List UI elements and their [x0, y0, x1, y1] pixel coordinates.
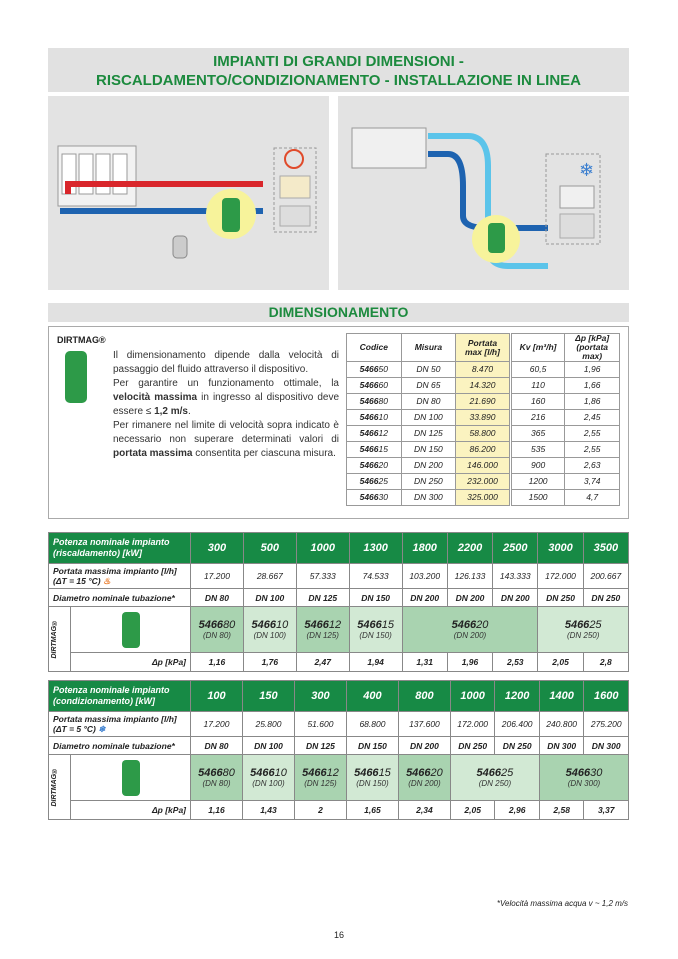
cooling-table — [48, 680, 629, 820]
table-cell: 21.690 — [456, 394, 511, 410]
flow-value: 17.200 — [191, 564, 244, 589]
code-cell — [347, 410, 402, 426]
code-prefix: 5466 — [198, 619, 224, 631]
product-code-cell — [346, 755, 398, 801]
product-code — [540, 619, 626, 631]
desc-p2 — [113, 377, 339, 419]
column-header: Δp [kPa] (portata max) — [565, 334, 620, 362]
product-label-cell — [49, 607, 71, 672]
power-value: 3500 — [583, 533, 628, 564]
diameter-label: Diametro nominale tubazione* — [49, 737, 191, 755]
table-cell: DN 300 — [401, 490, 456, 506]
product-label: DIRTMAG® — [51, 767, 58, 807]
flow-label — [49, 564, 191, 589]
title-line-1: IMPIANTI DI GRANDI DIMENSIONI - — [213, 53, 464, 70]
table-row — [347, 490, 620, 506]
code-cell — [347, 458, 402, 474]
diameter-value: DN 125 — [296, 589, 349, 607]
dp-row — [49, 801, 629, 820]
code-suffix: 10 — [275, 619, 289, 631]
product-dn: (DN 80) — [202, 779, 231, 788]
power-value: 1600 — [584, 681, 629, 712]
dp-value: 1,94 — [349, 653, 402, 672]
flow-value: 200.667 — [583, 564, 628, 589]
dp-value: 2,34 — [398, 801, 450, 820]
diameter-value: DN 100 — [243, 589, 296, 607]
table-cell: 216 — [510, 410, 565, 426]
page-title — [48, 48, 629, 92]
table-cell: 1500 — [510, 490, 565, 506]
table-cell: 535 — [510, 442, 565, 458]
flow-value: 172.000 — [450, 712, 495, 737]
product-code — [405, 619, 536, 631]
table-cell: 232.000 — [456, 474, 511, 490]
sun-icon — [285, 150, 303, 168]
dp-value: 1,16 — [191, 801, 243, 820]
code-suffix: 10 — [274, 767, 287, 779]
snowflake-icon: ❄ — [579, 160, 595, 180]
dp-value: 2,05 — [450, 801, 495, 820]
table-cell: 2,55 — [565, 426, 620, 442]
flow-value: 28.667 — [243, 564, 296, 589]
t: Per rimanere nel limite di velocità sopra indicato è necessario non superare determinati valori di — [113, 420, 339, 445]
dp-value: 2,58 — [539, 801, 584, 820]
dp-value: 2,53 — [493, 653, 538, 672]
table-cell: DN 125 — [401, 426, 456, 442]
product-code — [349, 767, 396, 779]
dirtmag-icon — [488, 223, 505, 253]
code-suffix: 12 — [328, 619, 342, 631]
page-number: 16 — [333, 930, 344, 940]
dirtmag-icon — [122, 760, 140, 796]
diameter-row — [49, 589, 629, 607]
sizing-box — [48, 326, 629, 519]
code-prefix: 5466 — [359, 444, 379, 454]
footnote: *Velocità massima acqua v ~ 1,2 m/s — [496, 899, 628, 908]
code-prefix: 5466 — [251, 619, 276, 631]
dp-label: Δp [kPa] — [71, 801, 191, 820]
flow-value: 57.333 — [296, 564, 349, 589]
product-dn: (DN 80) — [202, 631, 231, 640]
power-label: Potenza nominale impianto (condizionamento) [kW] — [49, 681, 191, 712]
code-suffix: 12 — [326, 767, 339, 779]
product-label-cell — [49, 755, 71, 820]
code-cell — [347, 426, 402, 442]
table-row — [347, 410, 620, 426]
code-suffix: 80 — [222, 767, 235, 779]
t: portata massima — [113, 448, 193, 459]
size-table — [346, 333, 620, 506]
product-code-cell — [450, 755, 539, 801]
table-cell: 58.800 — [456, 426, 511, 442]
product-image-cell — [71, 755, 191, 801]
code-suffix: 15 — [378, 444, 388, 454]
table-row — [347, 362, 620, 378]
code-suffix: 25 — [378, 476, 388, 486]
code-prefix: 5466 — [451, 619, 477, 631]
product-dn: (DN 100) — [252, 779, 285, 788]
product-code — [246, 619, 294, 631]
dp-value: 2,96 — [495, 801, 540, 820]
product-code-cell — [402, 607, 538, 653]
product-code — [453, 767, 537, 779]
code-suffix: 20 — [378, 460, 388, 470]
column-header: Portata max [l/h] — [456, 334, 511, 362]
code-suffix: 30 — [590, 767, 603, 779]
heating-diagram — [48, 96, 329, 290]
product-code-cell — [349, 607, 402, 653]
diameter-value: DN 250 — [583, 589, 628, 607]
dp-value: 1,65 — [346, 801, 398, 820]
flow-value: 137.600 — [398, 712, 450, 737]
product-code — [299, 619, 347, 631]
code-prefix: 5466 — [359, 412, 379, 422]
dp-value: 1,16 — [191, 653, 244, 672]
product-dn: (DN 200) — [408, 779, 441, 788]
diameter-value: DN 200 — [493, 589, 538, 607]
diameter-value: DN 250 — [450, 737, 495, 755]
code-suffix: 50 — [378, 364, 388, 374]
table-cell: 2,45 — [565, 410, 620, 426]
flow-label-text: Portata massima impianto [l/h] (ΔT = 15 °C) — [53, 565, 177, 586]
table-cell: 4,7 — [565, 490, 620, 506]
dp-value: 1,31 — [402, 653, 447, 672]
desc-p3 — [113, 419, 339, 461]
diameter-value: DN 250 — [538, 589, 583, 607]
product-dn: (DN 250) — [566, 631, 600, 640]
dp-value: 2,47 — [296, 653, 349, 672]
code-suffix: 25 — [589, 619, 602, 631]
power-value: 800 — [398, 681, 450, 712]
flow-value: 126.133 — [447, 564, 492, 589]
flow-label-text: Portata massima impianto [l/h] (ΔT = 5 °C) — [53, 713, 177, 734]
cooling-diagram — [338, 96, 629, 290]
section-heading: DIMENSIONAMENTO — [48, 303, 629, 322]
code-cell — [347, 394, 402, 410]
product-row — [49, 607, 629, 653]
flow-value: 143.333 — [493, 564, 538, 589]
code-prefix: 5466 — [198, 767, 223, 779]
code-prefix: 5466 — [357, 619, 382, 631]
table-cell: 1,96 — [565, 362, 620, 378]
code-prefix: 5466 — [304, 619, 329, 631]
diameter-value: DN 150 — [349, 589, 402, 607]
product-dn: (DN 250) — [478, 779, 512, 788]
code-prefix: 5466 — [406, 767, 431, 779]
t: Per garantire un funzionamento ottimale, la — [113, 378, 339, 389]
flow-value: 51.600 — [294, 712, 346, 737]
product-code — [245, 767, 292, 779]
table-cell: DN 150 — [401, 442, 456, 458]
table-cell: 3,74 — [565, 474, 620, 490]
diameter-value: DN 150 — [346, 737, 398, 755]
table-row — [347, 426, 620, 442]
code-prefix: 5466 — [250, 767, 275, 779]
column-header: Kv [m³/h] — [510, 334, 565, 362]
dp-value: 1,96 — [447, 653, 492, 672]
t: 1,2 m/s — [154, 406, 188, 417]
code-suffix: 12 — [378, 428, 388, 438]
code-suffix: 20 — [430, 767, 443, 779]
dirtmag-icon — [122, 612, 140, 648]
product-code-cell — [538, 607, 629, 653]
flow-value: 25.800 — [242, 712, 294, 737]
flame-icon: ♨ — [100, 575, 111, 586]
table-cell: 33.890 — [456, 410, 511, 426]
code-prefix: 5466 — [476, 767, 502, 779]
product-dn: (DN 150) — [359, 631, 392, 640]
dp-row — [49, 653, 629, 672]
flow-value: 68.800 — [346, 712, 398, 737]
dp-value: 1,43 — [242, 801, 294, 820]
dp-value: 2,05 — [538, 653, 583, 672]
table-row — [347, 458, 620, 474]
flow-value: 17.200 — [191, 712, 243, 737]
product-dn: (DN 200) — [453, 631, 487, 640]
table-cell: 2,63 — [565, 458, 620, 474]
table-cell: 160 — [510, 394, 565, 410]
power-value: 500 — [243, 533, 296, 564]
code-prefix: 5466 — [359, 460, 379, 470]
product-code-cell — [191, 607, 244, 653]
product-dn: (DN 125) — [306, 631, 339, 640]
product-code — [352, 619, 400, 631]
power-value: 1000 — [450, 681, 495, 712]
code-prefix: 5466 — [564, 619, 590, 631]
t: consentita per ciascuna misura. — [192, 448, 336, 459]
product-code-cell — [243, 607, 296, 653]
table-cell: 2,55 — [565, 442, 620, 458]
flow-row — [49, 564, 629, 589]
dirtmag-icon — [65, 351, 87, 403]
product-code — [297, 767, 344, 779]
table-cell: 1,86 — [565, 394, 620, 410]
power-value: 1300 — [349, 533, 402, 564]
flow-value: 103.200 — [402, 564, 447, 589]
code-prefix: 5466 — [359, 396, 379, 406]
product-code-cell — [294, 755, 346, 801]
power-value: 400 — [346, 681, 398, 712]
product-code-cell — [242, 755, 294, 801]
product-dn: (DN 150) — [356, 779, 389, 788]
flow-value: 240.800 — [539, 712, 584, 737]
header-row — [49, 533, 629, 564]
code-prefix: 5466 — [354, 767, 379, 779]
diameter-value: DN 125 — [294, 737, 346, 755]
code-cell — [347, 442, 402, 458]
code-suffix: 30 — [378, 492, 388, 502]
dp-value: 2 — [294, 801, 346, 820]
table-row — [347, 378, 620, 394]
code-suffix: 80 — [223, 619, 236, 631]
code-cell — [347, 490, 402, 506]
diameter-value: DN 300 — [539, 737, 584, 755]
table-cell: 60,5 — [510, 362, 565, 378]
code-prefix: 5466 — [565, 767, 591, 779]
power-value: 1200 — [495, 681, 540, 712]
flow-label — [49, 712, 191, 737]
power-value: 150 — [242, 681, 294, 712]
code-suffix: 20 — [476, 619, 489, 631]
power-value: 2200 — [447, 533, 492, 564]
dirtmag-icon — [222, 198, 240, 232]
table-cell: 1200 — [510, 474, 565, 490]
code-prefix: 5466 — [302, 767, 327, 779]
code-cell — [347, 362, 402, 378]
table-row — [347, 474, 620, 490]
power-value: 2500 — [493, 533, 538, 564]
diameter-value: DN 80 — [191, 737, 243, 755]
code-prefix: 5466 — [359, 492, 379, 502]
code-cell — [347, 378, 402, 394]
heating-table — [48, 532, 629, 672]
product-code — [193, 767, 240, 779]
code-prefix: 5466 — [359, 364, 379, 374]
diameter-value: DN 250 — [495, 737, 540, 755]
code-prefix: 5466 — [359, 380, 379, 390]
flow-value: 172.000 — [538, 564, 583, 589]
title-line-2: RISCALDAMENTO/CONDIZIONAMENTO - INSTALLAZIONE IN LINEA — [96, 72, 581, 89]
diameter-value: DN 80 — [191, 589, 244, 607]
power-label: Potenza nominale impianto (riscaldamento) [kW] — [49, 533, 191, 564]
product-code — [401, 767, 448, 779]
diameter-value: DN 300 — [584, 737, 629, 755]
power-value: 1400 — [539, 681, 584, 712]
code-suffix: 60 — [378, 380, 388, 390]
code-suffix: 25 — [501, 767, 514, 779]
code-suffix: 15 — [381, 619, 394, 631]
diameter-row — [49, 737, 629, 755]
t: . — [187, 406, 191, 417]
t: in ingresso al dispositivo deve essere ≤ — [113, 392, 339, 417]
description — [113, 349, 339, 461]
product-code-cell — [539, 755, 628, 801]
table-row — [347, 394, 620, 410]
table-cell: DN 250 — [401, 474, 456, 490]
table-cell: 110 — [510, 378, 565, 394]
dp-value: 1,76 — [243, 653, 296, 672]
table-cell: DN 200 — [401, 458, 456, 474]
column-header: Misura — [401, 334, 456, 362]
table-row — [347, 442, 620, 458]
flow-value: 275.200 — [584, 712, 629, 737]
table-cell: DN 80 — [401, 394, 456, 410]
header-row — [49, 681, 629, 712]
table-cell: 146.000 — [456, 458, 511, 474]
product-code — [542, 767, 626, 779]
code-suffix: 15 — [378, 767, 391, 779]
product-image-cell — [71, 607, 191, 653]
flow-value: 206.400 — [495, 712, 540, 737]
power-value: 1800 — [402, 533, 447, 564]
t: velocità massima — [113, 392, 198, 403]
table-cell: 8.470 — [456, 362, 511, 378]
table-cell: 1,66 — [565, 378, 620, 394]
table-cell: DN 50 — [401, 362, 456, 378]
power-value: 3000 — [538, 533, 583, 564]
power-value: 300 — [294, 681, 346, 712]
table-cell: DN 100 — [401, 410, 456, 426]
product-code-cell — [296, 607, 349, 653]
diameter-value: DN 200 — [402, 589, 447, 607]
header-row — [347, 334, 620, 362]
table-cell: 14.320 — [456, 378, 511, 394]
flow-value: 74.533 — [349, 564, 402, 589]
diameter-label: Diametro nominale tubazione* — [49, 589, 191, 607]
product-dn: (DN 125) — [304, 779, 337, 788]
product-code-cell — [191, 755, 243, 801]
code-prefix: 5466 — [359, 476, 379, 486]
product-label: DIRTMAG® — [51, 619, 58, 659]
code-suffix: 10 — [378, 412, 388, 422]
flow-row — [49, 712, 629, 737]
product-dn: (DN 300) — [567, 779, 601, 788]
diameter-value: DN 100 — [242, 737, 294, 755]
table-cell: 365 — [510, 426, 565, 442]
power-value: 300 — [191, 533, 244, 564]
dp-value: 3,37 — [584, 801, 629, 820]
product-dn: (DN 100) — [253, 631, 287, 640]
desc-p1: Il dimensionamento dipende dalla velocità di passaggio del fluido attraverso il dispositivo. — [113, 350, 339, 375]
table-cell: 86.200 — [456, 442, 511, 458]
power-value: 100 — [191, 681, 243, 712]
chiller-icon — [352, 128, 426, 168]
dp-label: Δp [kPa] — [71, 653, 191, 672]
dp-value: 2,8 — [583, 653, 628, 672]
table-cell: DN 65 — [401, 378, 456, 394]
code-suffix: 80 — [378, 396, 388, 406]
code-prefix: 5466 — [359, 428, 379, 438]
table-cell: 900 — [510, 458, 565, 474]
product-name: DIRTMAG® — [57, 335, 106, 345]
diameter-value: DN 200 — [398, 737, 450, 755]
product-row — [49, 755, 629, 801]
table-cell: 325.000 — [456, 490, 511, 506]
power-value: 1000 — [296, 533, 349, 564]
product-code-cell — [398, 755, 450, 801]
snowflake-icon: ❄ — [95, 723, 106, 734]
diameter-value: DN 200 — [447, 589, 492, 607]
code-cell — [347, 474, 402, 490]
column-header: Codice — [347, 334, 402, 362]
product-code — [193, 619, 241, 631]
